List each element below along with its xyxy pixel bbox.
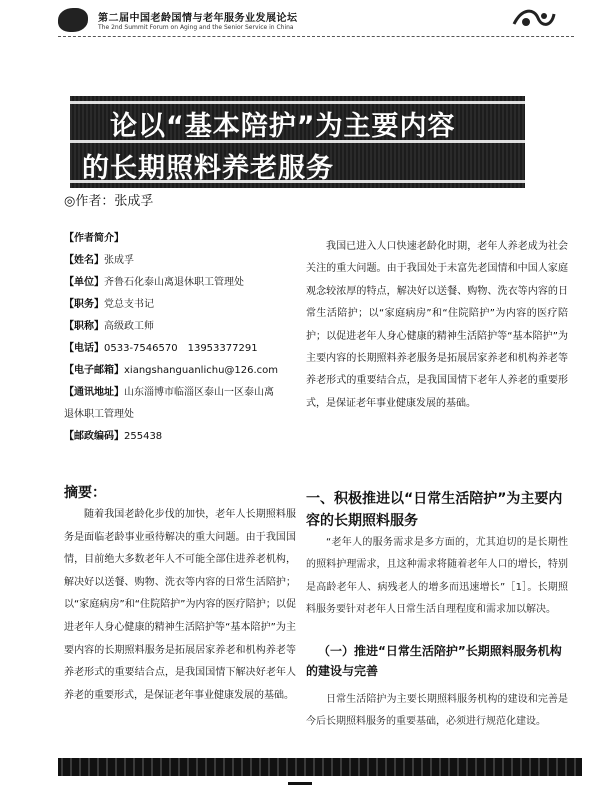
title-banner [70,96,525,188]
footer-band [58,758,582,776]
author-info-row: 【姓名】张成孚 [64,255,134,266]
page-header [58,6,574,36]
author-info-row: 【电子邮箱】xiangshanguanlichu@126.com [64,365,279,376]
author-info-box [64,228,300,448]
page-number-bar [288,782,312,785]
decorative-flourish-icon [512,6,556,34]
article-title-line2: 的长期照料养老服务 [82,153,334,184]
abstract-heading: 摘要： [64,485,106,501]
author-info-row: 退休职工管理处 [64,409,134,420]
section-1-heading: 一、积极推进以“日常生活陪护”为主要内容的长期照料服务 [306,491,563,529]
author-info-row: 【职务】党总支书记 [64,299,154,310]
header-title-cn: 第二届中国老龄国情与老年服务业发展论坛 [98,13,298,24]
forum-logo-icon [58,8,88,32]
author-info-heading: 【作者简介】 [64,233,124,244]
author-info-row: 【通讯地址】山东淄博市临淄区泰山一区泰山离 [64,387,274,398]
intro-paragraph: 我国已进入人口快速老龄化时期，老年人养老成为社会关注的重大问题。由于我国处于未富先老国情和中国人家庭观念较浓厚的特点，解决好以送餐、购物、洗衣等内容的日常生活陪护；以“家庭病房”和“住院陪护”为内容的医疗陪护；以促进老年人身心健康的精神生活陪护等“基本陪护”为主要内容的长期照料养老服务是拓展居家养老和机构养老等养老形式的重要结合点，是我国国情下老年人养老的重要形式，是保证老年事业健康发展的基础。 [306,241,568,409]
section-1-subheading: （一）推进“日常生活陪护”长期照料服务机构的建设与完善 [306,644,562,678]
section-1-subparagraph: 日常生活陪护为主要长期照料服务机构的建设和完善是今后长期照料服务的重要基础，必须进行规范化建设。 [306,694,568,728]
author-info-row: 【电话】0533-7546570 13953377291 [64,343,258,354]
header-title-en: The 2nd Summit Forum on Aging and the Senior Service in China [98,24,294,31]
author-info-row: 【邮政编码】255438 [64,431,163,442]
article-author: ◎作者：张成孚 [64,194,154,209]
author-info-row: 【职称】高级政工师 [64,321,154,332]
author-info-row: 【单位】齐鲁石化泰山离退休职工管理处 [64,277,244,288]
header-rule [58,36,574,37]
section-1-paragraph: “老年人的服务需求是多方面的，尤其迫切的是长期性的照料护理需求，且这种需求将随着老年人口的增长，特别是高龄老年人、病残老人的增多而迅速增长”［1］。长期照料服务要针对老年人日常生活自理程度和需求加以解决。 [306,537,568,616]
abstract-text: 随着我国老龄化步伐的加快，老年人长期照料服务是面临老龄事业亟待解决的重大问题。由于我国国情，目前绝大多数老年人不可能全部住进养老机构，解决好以送餐、购物、洗衣等内容的日常生活陪护；以“家庭病房”和“住院陪护”为内容的医疗陪护；以促进老年人身心健康的精神生活陪护等“基本陪护”为主要内容的长期照料服务是拓展居家养老和机构养老等养老形式的重要结合点，是我国国情下解决好老年人养老的重要形式，是保证老年事业健康发展的基础。 [64,509,296,701]
article-title-line1: 论以“基本陪护”为主要内容 [110,111,456,142]
